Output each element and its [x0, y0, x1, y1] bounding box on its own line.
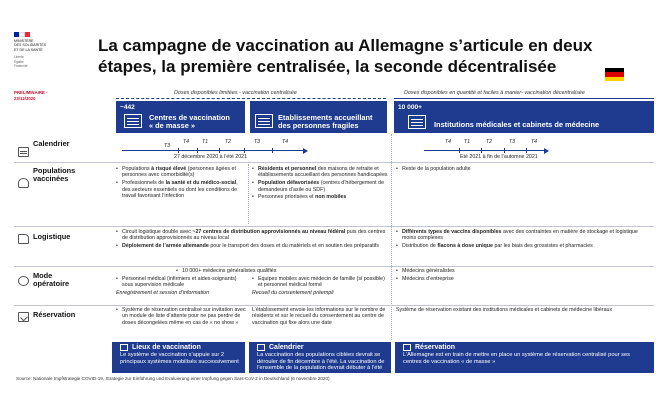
row-separator — [14, 162, 654, 163]
mode-item: • Médecins généralistes — [396, 268, 651, 274]
location-icon — [120, 344, 128, 351]
tickmark — [178, 148, 179, 153]
summary-title-reservation: Réservation — [415, 344, 456, 351]
ministry-line-1: MINISTÈRE — [14, 39, 34, 43]
tickmark — [481, 148, 482, 153]
population-cell-nursing — [252, 166, 388, 202]
tickmark — [244, 148, 245, 153]
population-cell-centers — [116, 166, 244, 201]
mode-item: • Médecins d’entreprise — [396, 276, 651, 282]
mass-centers-label-2: « de masse » — [149, 121, 196, 130]
tick-3: T1 — [202, 139, 209, 145]
mode-item: • 10 000+ médecins généralistes qualifiés — [176, 268, 386, 274]
mass-centers-count: ~442 — [120, 104, 135, 111]
source-note: Source: Nationale Impfstrategie COVID-19, Strategie zur Einführung und Evaluierung einer Impfung gegen Sars-CoV-2 in Deutschland (6 novembre 2020) — [16, 376, 330, 381]
mass-centers-label-1: Centres de vaccination — [149, 113, 230, 122]
summary-title-locations: Lieux de vaccination — [132, 344, 201, 351]
calendar-summary-icon — [257, 344, 265, 351]
row-label-mode — [33, 272, 69, 289]
tickmark — [504, 148, 505, 153]
medical-institutions-box — [394, 101, 654, 133]
tick-1: T3 — [164, 143, 171, 149]
summary-text-locations: Le système de vaccination s’appuie sur 2 principaux systèmes mobilisés successivement — [120, 352, 239, 365]
summary-box-reservation — [395, 342, 654, 373]
tickmark — [459, 148, 460, 153]
row-separator — [14, 305, 654, 306]
row-label-population-1: Populations — [33, 166, 76, 175]
tick-p2-5: T4 — [531, 139, 538, 145]
clinic-icon — [408, 115, 426, 129]
summary-text-reservation: L’Allemagne est en train de mettre en place un système de réservation centralisé pour ses centres de vaccination « de masse » — [403, 352, 630, 365]
timeline-phase1 — [122, 150, 304, 151]
page-title: La campagne de vaccination au Allemagne s’articule en deux étapes, la première centralisée, la seconde décentralisée — [98, 36, 593, 76]
ministry-logo — [14, 32, 64, 68]
slide — [4, 4, 657, 401]
calendar-caption-phase2: Eté 2021 à fin de l’automne 2021 — [460, 154, 538, 160]
row-label-mode-1: Mode — [33, 271, 53, 280]
building-icon — [124, 114, 142, 128]
row-separator — [14, 266, 654, 267]
reservation-cell-centers — [116, 307, 246, 328]
mass-centers-box — [116, 101, 245, 133]
population-item: • Population défavorisées (centres d’hébergement de demandeurs d’asile ou SDF) — [252, 180, 388, 193]
nursing-homes-label-1: Etablissements accueillant — [278, 113, 373, 122]
summary-text-calendar: La vaccination des populations ciblées devrait se dérouler de fin décembre à l’été. La vaccination de l’ensemble de la population devrait débuter à l’été — [257, 352, 385, 372]
preliminary-date: 23/12/2020 — [14, 95, 36, 101]
ministry-line-2: DES SOLIDARITÉS — [14, 43, 47, 48]
col-separator-2 — [391, 134, 392, 340]
doses-plentiful-label: Doses disponibles en quantité et faciles à manier- vaccination décentralisée — [404, 90, 585, 96]
row-label-mode-2: opératoire — [33, 279, 70, 289]
truck-icon — [18, 234, 29, 244]
mode-cell-shared — [176, 268, 386, 276]
gear-icon — [18, 276, 29, 286]
medical-institutions-count: 10 000+ — [398, 104, 423, 111]
tick-6: T4 — [282, 139, 289, 145]
tickmark — [197, 148, 198, 153]
nursing-homes-label-2: des personnes fragiles — [278, 121, 359, 130]
row-label-population-2: vaccinées — [33, 174, 69, 184]
mode-cell-medical — [396, 268, 651, 284]
summary-box-calendar — [249, 342, 391, 373]
nursing-homes-box — [250, 101, 387, 133]
logistics-cell-phase1 — [116, 229, 388, 251]
summary-title-calendar: Calendrier — [269, 344, 304, 351]
tickmark — [272, 148, 273, 153]
doses-limited-line — [116, 98, 386, 99]
row-separator — [14, 226, 654, 227]
population-item: • Reste de la population adulte — [396, 166, 651, 172]
logistics-item: • Distribution de flacons à dose unique par les biais des grossistes et pharmacies — [396, 243, 651, 249]
motto-1: Liberté — [14, 55, 24, 60]
french-flag-icon — [14, 32, 30, 37]
reservation-cell-nursing: L’établissement envoie les informations sur le nombre de résidents et sur le recueil du consentement au centre de vaccination qui fixe alors une date — [252, 307, 386, 326]
preliminary-badge — [14, 90, 84, 101]
tick-5: T3 — [254, 139, 261, 145]
reservation-item: • Système de réservation centralisé sur invitation avec un module de liste d’attente pour ne pas perdre de doses décongelées même en cas de « no show » — [116, 307, 246, 326]
mode-note-centers: Enregistrement et session d’information — [116, 290, 210, 297]
nursing-home-icon — [255, 114, 273, 128]
row-label-calendar: Calendrier — [33, 139, 70, 148]
tickmark — [219, 148, 220, 153]
tick-2: T4 — [183, 139, 190, 145]
medical-institutions-label: Institutions médicales et cabinets de médecine — [434, 120, 600, 129]
row-label-logistics: Logistique — [33, 232, 71, 241]
summary-box-locations — [112, 342, 245, 373]
timeline-phase1-arrow-icon — [303, 148, 308, 154]
tick-4: T2 — [225, 139, 232, 145]
preliminary-label: PRELIMINAIRE - — [14, 90, 48, 95]
population-item: • Professionnels de la santé et du médico-social, des secteurs essentiels ou dont les conditions de travail favorisant l’infection — [116, 180, 244, 199]
reservation-summary-icon — [403, 344, 411, 351]
logistics-cell-phase2 — [396, 229, 651, 251]
motto-3: Fraternité — [14, 64, 28, 69]
mode-item: • Personnel médical (infirmiers et aides-soignants) sous supervision médicale — [116, 276, 246, 289]
tick-p2-2: T1 — [464, 139, 471, 145]
population-item: • Résidents et personnel des maisons de retraite et établissements accueillant des personnes handicapées — [252, 166, 388, 179]
ministry-line-3: ET DE LA SANTÉ — [14, 47, 43, 52]
row-label-reservation: Réservation — [33, 310, 76, 319]
doses-limited-label: Doses disponibles limitées - vaccination centralisée — [174, 90, 297, 96]
mode-cell-nursing — [252, 276, 388, 297]
population-item: • Populations à risqué élevé (personnes âgées et personnes avec comorbidité(s) — [116, 166, 244, 179]
mode-note-nursing: Recueil du consentement préempli — [252, 290, 334, 297]
german-flag-icon — [605, 68, 624, 81]
tick-p2-3: T2 — [486, 139, 493, 145]
mode-item: • Equipes mobiles avec médecin de famille (si possible) et personnel médical formé — [252, 276, 388, 289]
logistics-item: • Circuit logistique double avec ~27 centres de distribution approvisionnés au niveau fédéral puis des centres de distribution approvisionnés au niveau local — [116, 229, 388, 242]
logistics-item: • Déploiement de l’armée allemande pour le transport des doses et du matériels et en soutien des préparatifs — [116, 243, 388, 249]
calendar-caption-phase1: 27 décembre 2020 à l’été 2021 — [174, 154, 248, 160]
tickmark — [526, 148, 527, 153]
motto-2: Égalité — [14, 59, 24, 64]
people-icon — [18, 178, 29, 188]
mode-cell-centers — [116, 276, 246, 297]
calendar-icon — [18, 147, 29, 157]
doses-plentiful-line — [394, 98, 654, 99]
population-cell-medical — [396, 166, 651, 174]
timeline-phase2-arrow-icon — [544, 148, 549, 154]
checkmark-icon — [18, 312, 29, 322]
reservation-cell-medical: Système de réservation existant des institutions médicales et cabinets de médecine libéraux — [396, 307, 613, 313]
tick-p2-1: T4 — [445, 139, 452, 145]
row-label-population — [33, 167, 75, 184]
col-separator-1 — [248, 164, 249, 224]
logistics-item: • Différents types de vaccins disponibles avec des contraintes en matière de stockage et logistique moins complexes — [396, 229, 651, 242]
timeline-phase2 — [424, 150, 546, 151]
tick-p2-4: T3 — [509, 139, 516, 145]
population-item: • Personnes priorisées et non mobiles — [252, 194, 388, 200]
